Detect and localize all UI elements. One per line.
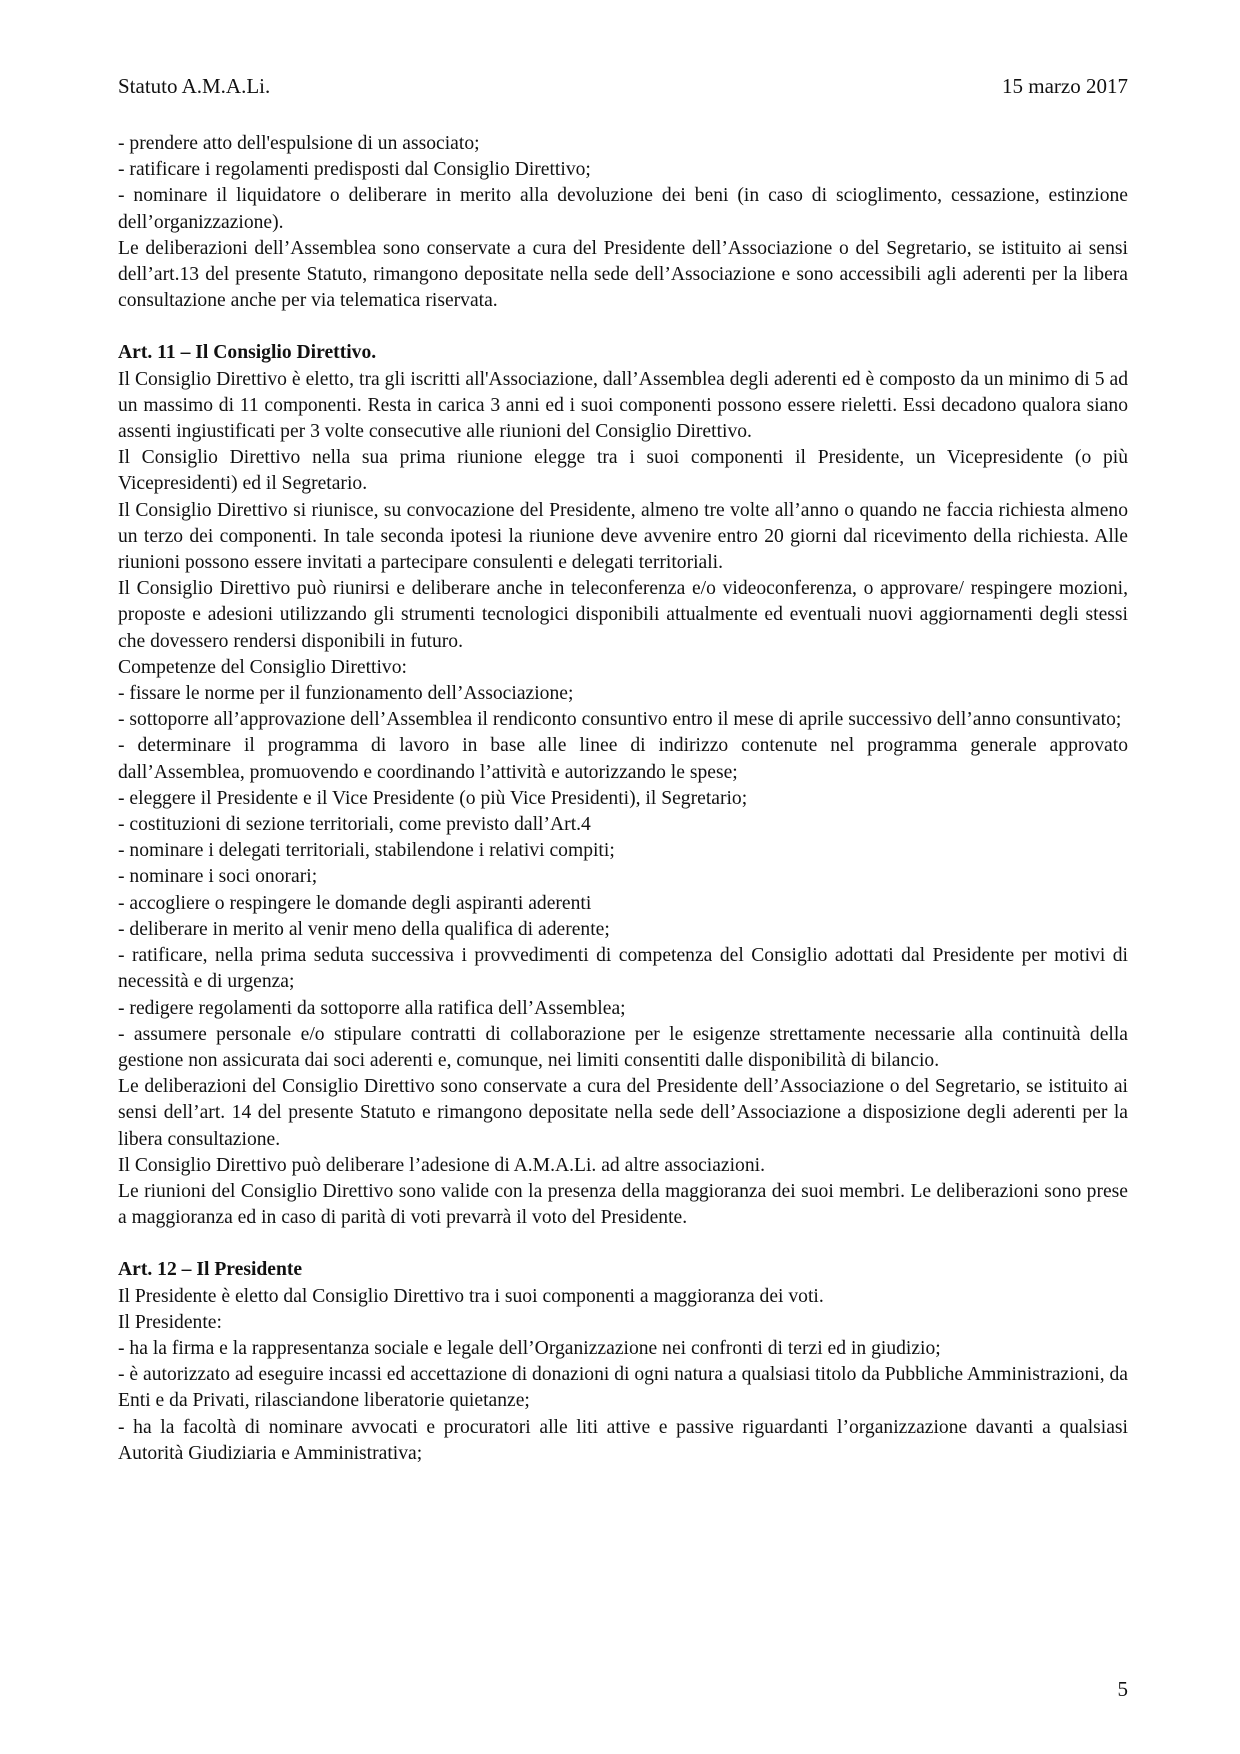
document-body [118, 131, 1128, 1467]
paragraph: - deliberare in merito al venir meno della qualifica di aderente; [118, 918, 610, 940]
paragraph: - nominare i soci onorari; [118, 866, 318, 888]
paragraph: - sottoporre all’approvazione dell’Assemblea il rendiconto consuntivo entro il mese di aprile successivo dell’anno consuntivato; [118, 709, 1122, 731]
page-number: 5 [1117, 1677, 1128, 1701]
paragraph: - fissare le norme per il funzionamento dell’Associazione; [118, 683, 574, 705]
header-date: 15 marzo 2017 [1002, 74, 1128, 98]
paragraph: - ha la firma e la rappresentanza sociale e legale dell’Organizzazione nei confronti di terzi ed in giudizio; [118, 1337, 941, 1359]
paragraph: - prendere atto dell'espulsione di un associato; [118, 133, 480, 154]
article-heading: Art. 11 – Il Consiglio Direttivo. [118, 342, 377, 364]
paragraph: Il Presidente è eletto dal Consiglio Direttivo tra i suoi componenti a maggioranza dei voti. [118, 1285, 824, 1307]
paragraph: - redigere regolamenti da sottoporre alla ratifica dell’Assemblea; [118, 997, 626, 1019]
paragraph: Le riunioni del Consiglio Direttivo sono valide con la presenza della maggioranza dei suoi membri. Le deliberazioni sono prese a maggioranza ed in caso di parità di voti prevarrà il voto del Presidente. [118, 1180, 1128, 1229]
paragraph: - nominare i delegati territoriali, stabilendone i relativi compiti; [118, 840, 615, 862]
paragraph: - assumere personale e/o stipulare contratti di collaborazione per le esigenze strettamente necessarie alla continuità della gestione non assicurata dai soci aderenti e, comunque, nei limiti consentiti dalle disponibilità di bilancio. [118, 1023, 1128, 1071]
paragraph: - ha la facoltà di nominare avvocati e procuratori alle liti attive e passive riguardanti l’organizzazione davanti a qualsiasi Autorità Giudiziaria e Amministrativa; [118, 1416, 1128, 1464]
paragraph-spacer [118, 1231, 1128, 1257]
paragraph: - ratificare, nella prima seduta successiva i provvedimenti di competenza del Consiglio adottati dal Presidente per motivi di necessità e di urgenza; [118, 945, 1128, 993]
paragraph: Il Presidente: [118, 1311, 222, 1333]
paragraph: - è autorizzato ad eseguire incassi ed accettazione di donazioni di ogni natura a qualsiasi titolo da Pubbliche Amministrazioni, da Enti e da Privati, rilasciandone liberatorie quietanze; [118, 1364, 1128, 1412]
paragraph: - nominare il liquidatore o deliberare in merito alla devoluzione dei beni (in caso di scioglimento, cessazione, estinzione dell’organizzazione). [118, 185, 1128, 233]
paragraph-spacer [118, 314, 1128, 340]
paragraph: Il Consiglio Direttivo è eletto, tra gli iscritti all'Associazione, dall’Assemblea degli aderenti ed è composto da un minimo di 5 ad un massimo di 11 componenti. Resta in carica 3 anni ed i suoi componenti possono essere rieletti. Essi decadono qualora siano assenti ingiustificati per 3 volte consecutive alle riunioni del Consiglio Direttivo. [118, 368, 1128, 443]
paragraph: - costituzioni di sezione territoriali, come previsto dall’Art.4 [118, 814, 591, 836]
paragraph: Competenze del Consiglio Direttivo: [118, 656, 407, 678]
paragraph: Il Consiglio Direttivo nella sua prima riunione elegge tra i suoi componenti il Presidente, un Vicepresidente (o più Vicepresidenti) ed il Segretario. [118, 447, 1128, 495]
paragraph: Le deliberazioni del Consiglio Direttivo sono conservate a cura del Presidente dell’Associazione o del Segretario, se istituito ai sensi dell’art. 14 del presente Statuto e rimangono depositate nella sede dell’Associazione a disposizione degli aderenti per la libera consultazione. [118, 1076, 1128, 1150]
paragraph: Il Consiglio Direttivo può riunirsi e deliberare anche in teleconferenza e/o videoconferenza, o approvare/ respingere mozioni, proposte e adesioni utilizzando gli strumenti tecnologici disponibili attualmente ed eventuali nuovi aggiornamenti degli stessi che dovessero rendersi disponibili in futuro. [118, 578, 1128, 652]
paragraph: Il Consiglio Direttivo si riunisce, su convocazione del Presidente, almeno tre volte all’anno o quando ne faccia richiesta almeno un terzo dei componenti. In tale seconda ipotesi la riunione deve avvenire entro 20 giorni dal ricevimento della richiesta. Alle riunioni possono essere invitati a partecipare consulenti e delegati territoriali. [118, 499, 1128, 574]
header-title: Statuto A.M.A.Li. [118, 74, 271, 98]
paragraph: - ratificare i regolamenti predisposti dal Consiglio Direttivo; [118, 159, 591, 181]
article-heading: Art. 12 – Il Presidente [118, 1259, 303, 1281]
paragraph: Il Consiglio Direttivo può deliberare l’adesione di A.M.A.Li. ad altre associazioni. [118, 1154, 765, 1176]
paragraph: Le deliberazioni dell’Assemblea sono conservate a cura del Presidente dell’Associazione o del Segretario, se istituito ai sensi dell’art.13 del presente Statuto, rimangono depositate nella sede dell’Associazione e sono accessibili agli aderenti per la libera consultazione anche per via telematica riservata. [118, 237, 1128, 312]
paragraph: - eleggere il Presidente e il Vice Presidente (o più Vice Presidenti), il Segretario; [118, 787, 748, 809]
paragraph: - determinare il programma di lavoro in base alle linee di indirizzo contenute nel programma generale approvato dall’Assemblea, promuovendo e coordinando l’attività e autorizzando le spese; [118, 735, 1128, 783]
paragraph: - accogliere o respingere le domande degli aspiranti aderenti [118, 892, 592, 914]
